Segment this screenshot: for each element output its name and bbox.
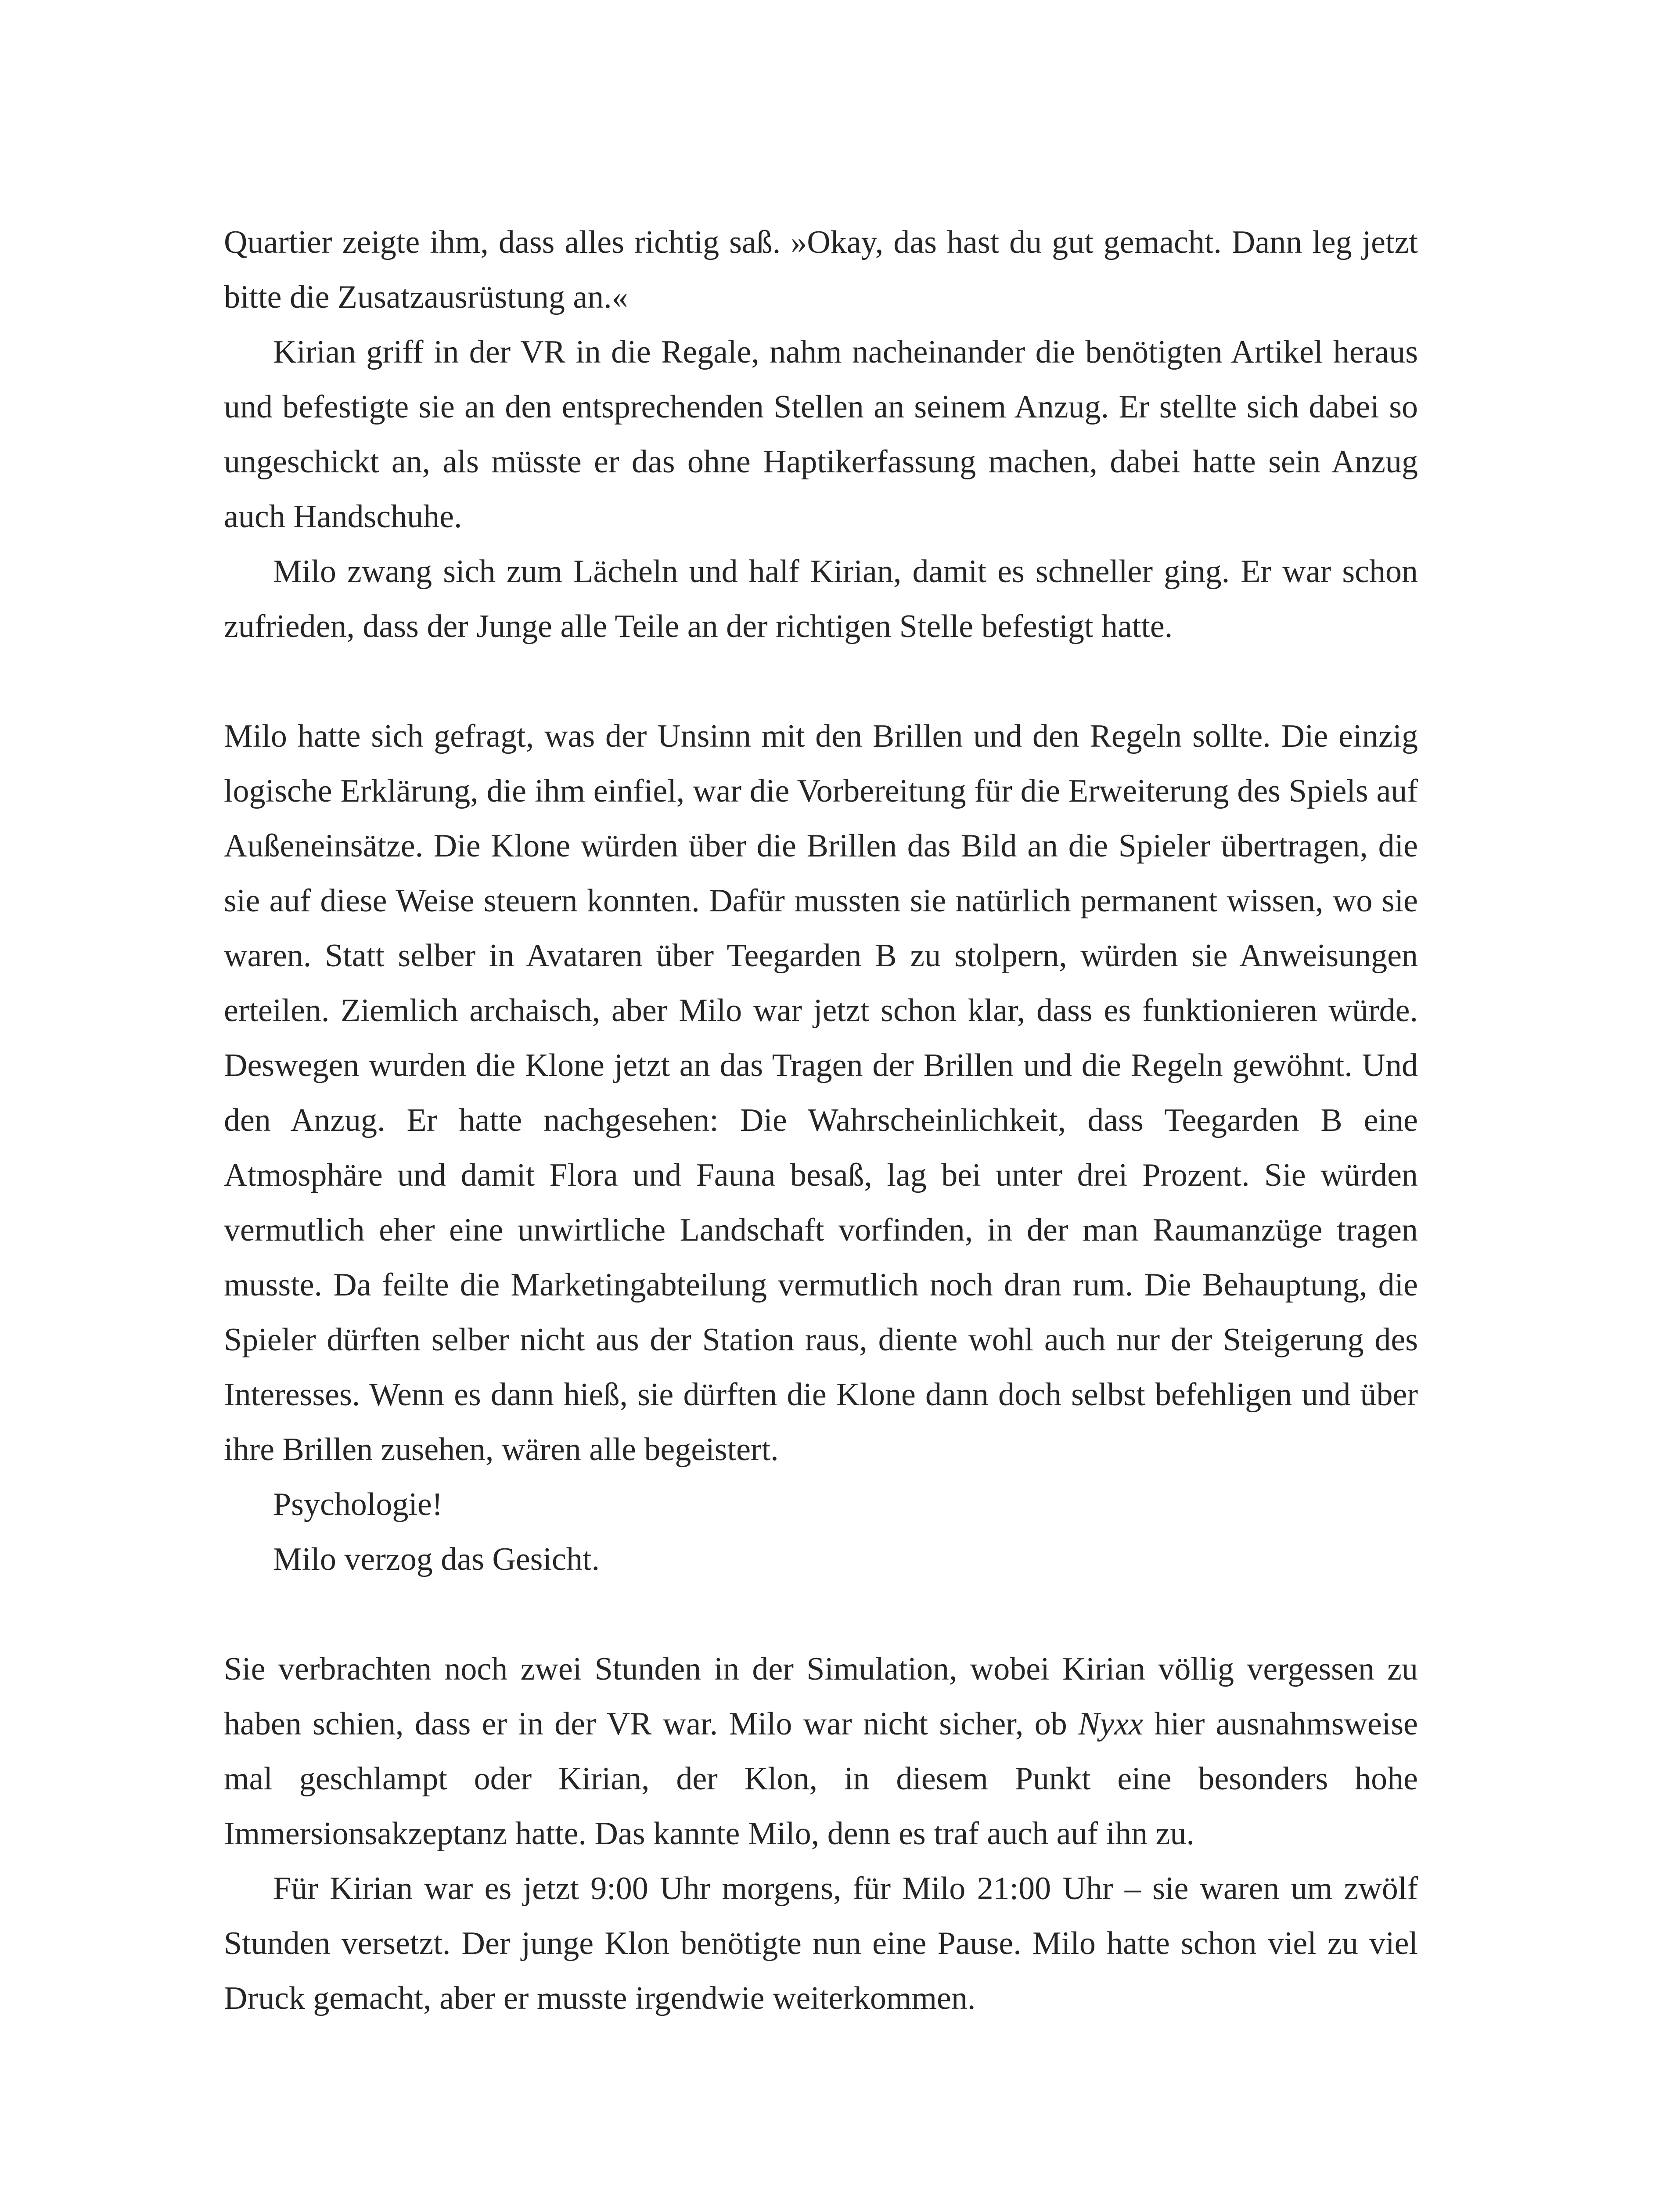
page-body <box>224 215 1418 2026</box>
paragraph-3: Milo zwang sich zum Lächeln und half Kirian, damit es schneller ging. Er war schon zufrieden, dass der Junge alle Teile an der richtigen Stelle befestigt hatte. <box>224 554 1418 644</box>
section-break <box>224 1587 1418 1642</box>
paragraph-7-text-b: hier ausnahmsweise mal geschlampt oder Kirian, der Klon, in diesem Punkt eine besonders hohe Immersionsakzeptanz hatte. Das kannte Milo, denn es traf auch auf ihn zu. <box>224 1706 1418 1852</box>
paragraph-7-italic-name: Nyxx <box>1078 1706 1143 1742</box>
paragraph-8: Für Kirian war es jetzt 9:00 Uhr morgens, für Milo 21:00 Uhr – sie waren um zwölf Stunden versetzt. Der junge Klon benötigte nun eine Pause. Milo hatte schon viel zu viel Druck gemacht, aber er musste irgendwie weiterkommen. <box>224 1871 1418 2016</box>
paragraph-7 <box>224 1642 1418 1861</box>
section-break <box>224 654 1418 709</box>
paragraph-4: Milo hatte sich gefragt, was der Unsinn mit den Brillen und den Regeln sollte. Die einzig logische Erklärung, die ihm einfiel, war die Vorbereitung für die Erweiterung des Spiels auf Außeneinsätze. Die Klone würden über die Brillen das Bild an die Spieler übertragen, die sie auf diese Weise steuern konnten. Dafür mussten sie natürlich permanent wissen, wo sie waren. Statt selber in Avataren über Teegarden B zu stolpern, würden sie Anweisungen erteilen. Ziemlich archaisch, aber Milo war jetzt schon klar, dass es funktionieren würde. Deswegen wurden die Klone jetzt an das Tragen der Brillen und die Regeln gewöhnt. Und den Anzug. Er hatte nachgesehen: Die Wahrscheinlichkeit, dass Teegarden B eine Atmosphäre und damit Flora und Fauna besaß, lag bei unter drei Prozent. Sie würden vermutlich eher eine unwirtliche Landschaft vorfinden, in der man Raumanzüge tragen musste. Da feilte die Marketingabteilung vermutlich noch dran rum. Die Behauptung, die Spieler dürften selber nicht aus der Station raus, diente wohl auch nur der Steigerung des Interesses. Wenn es dann hieß, sie dürften die Klone dann doch selbst befehligen und über ihre Brillen zusehen, wären alle begeistert. <box>224 718 1418 1468</box>
paragraph-5: Psychologie! <box>273 1486 443 1522</box>
paragraph-1: Quartier zeigte ihm, dass alles richtig saß. »Okay, das hast du gut gemacht. Dann leg jetzt bitte die Zusatzausrüstung an.« <box>224 224 1418 315</box>
paragraph-7-text-a: Sie verbrachten noch zwei Stunden in der Simulation, wobei Kirian völlig vergessen zu haben schien, dass er in der VR war. Milo war nicht sicher, ob <box>224 1651 1418 1742</box>
paragraph-2: Kirian griff in der VR in die Regale, nahm nacheinander die benötigten Artikel heraus und befestigte sie an den entsprechenden Stellen an seinem Anzug. Er stellte sich dabei so ungeschickt an, als müsste er das ohne Haptikerfassung machen, dabei hatte sein Anzug auch Handschuhe. <box>224 334 1418 535</box>
paragraph-6: Milo verzog das Gesicht. <box>273 1541 600 1577</box>
